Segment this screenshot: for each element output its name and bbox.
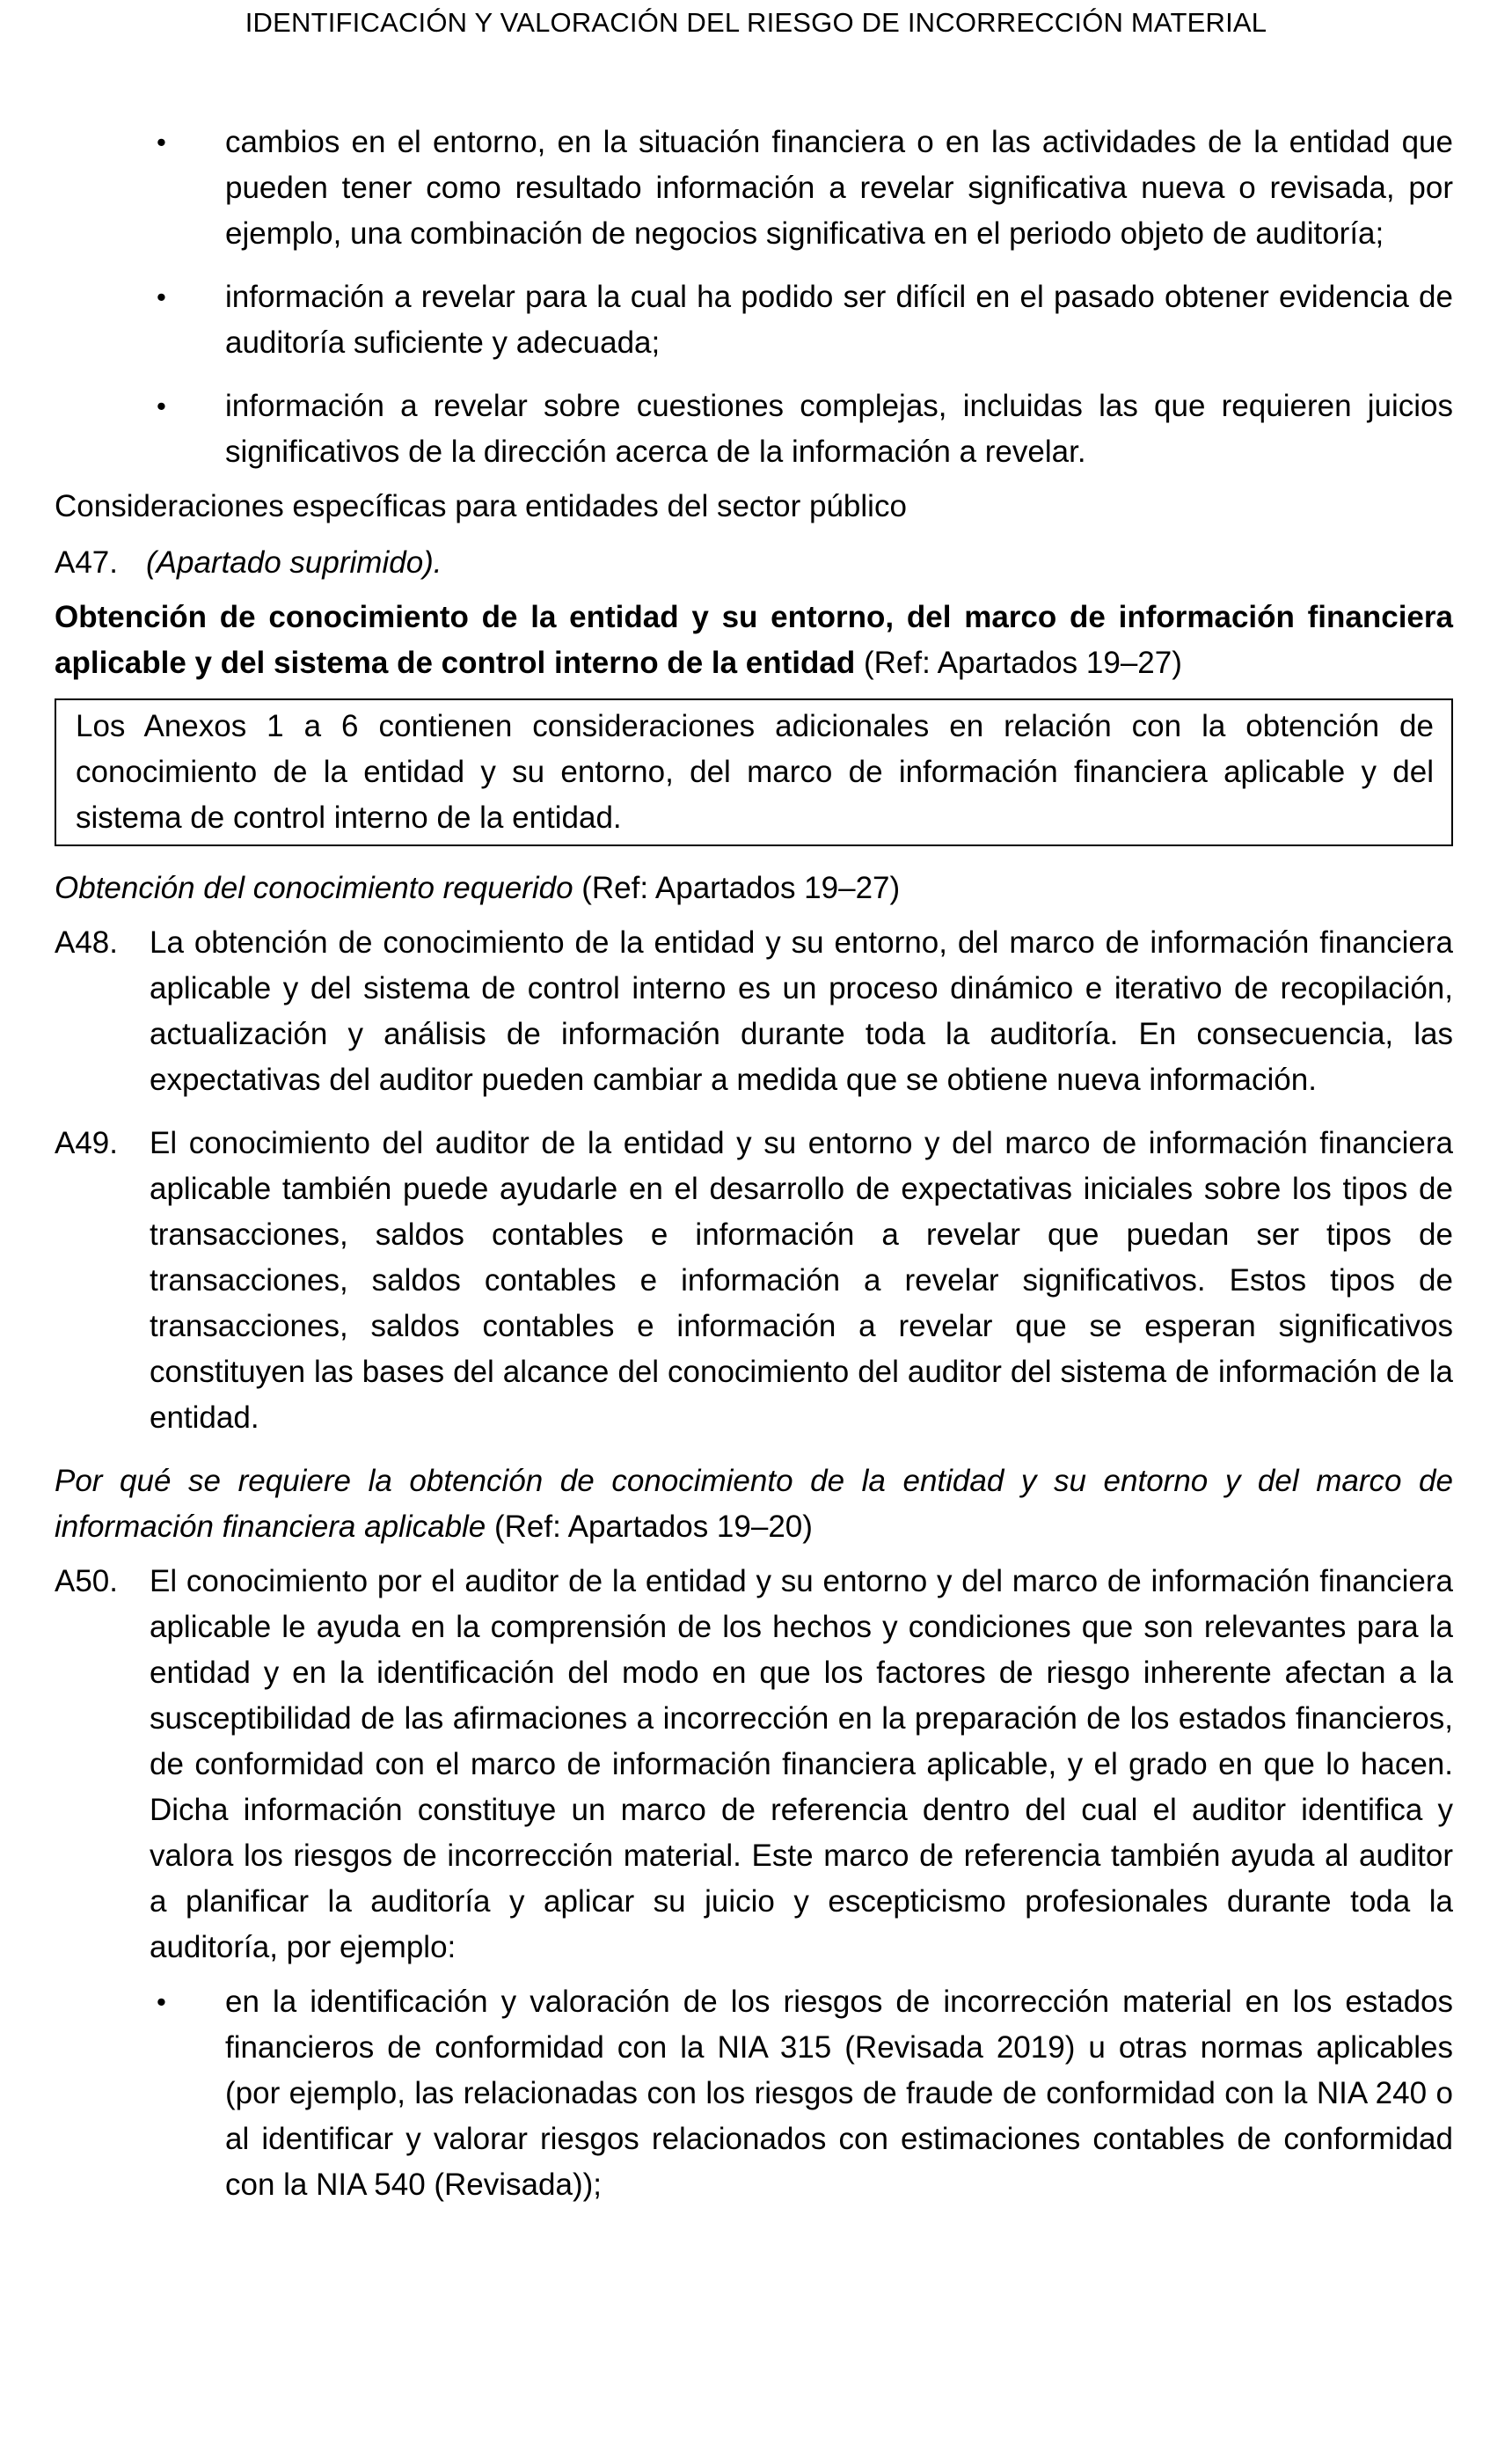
list-item — [157, 1979, 1453, 2208]
list-item-text: información a revelar para la cual ha podido ser difícil en el pasado obtener evidencia de auditoría suficiente y adecuada; — [225, 280, 1453, 360]
paragraph-text: El conocimiento por el auditor de la entidad y su entorno y del marco de información financiera aplicable le ayuda en la comprensión de los hechos y condiciones que son relevantes para la entidad y en la identificación del modo en que los factores de riesgo inherente afectan a la susceptibilidad de las afirmaciones a incorrección en la preparación de los estados financieros, de conformidad con el marco de información financiera aplicable, y el grado en que lo hacen. Dicha información constituye un marco de referencia dentro del cual el auditor identifica y valora los riesgos de incorrección material. Este marco de referencia también ayuda al auditor a planificar la auditoría y aplicar su juicio y escepticismo profesionales durante toda la auditoría, por ejemplo: — [150, 1564, 1453, 1964]
paragraph-number: A47. — [55, 545, 118, 580]
boxed-note: Los Anexos 1 a 6 contienen consideraciones adicionales en relación con la obtención de conocimiento de la entidad y su entorno, del marco de información financiera aplicable y del sistema de control interno de la entidad. — [55, 698, 1453, 846]
list-item-text: en la identificación y valoración de los riesgos de incorrección material en los estados financieros de conformidad con la NIA 315 (Revisada 2019) u otras normas aplicables (por ejemplo, las relacionadas con los riesgos de fraude de conformidad con la NIA 240 o al identificar y valorar riesgos relacionados con estimaciones contables de conformidad con la NIA 540 (Revisada)); — [225, 1985, 1453, 2202]
paragraph-text: El conocimiento del auditor de la entidad y su entorno y del marco de información financiera aplicable también puede ayudarle en el desarrollo de expectativas iniciales sobre los tipos de transacciones, saldos contables e información a revelar que puedan ser tipos de transacciones, saldos contables e información a revelar significativos. Estos tipos de transacciones, saldos contables e información a revelar que se esperan significativos constituyen las bases del alcance del conocimiento del auditor del sistema de información de la entidad. — [150, 1126, 1453, 1435]
paragraph-a48 — [55, 920, 1453, 1103]
paragraph-number: A50. — [55, 1564, 118, 1598]
paragraph-number: A48. — [55, 925, 118, 960]
paragraph-text: (Apartado suprimido). — [146, 545, 442, 580]
paragraph-text: La obtención de conocimiento de la entidad y su entorno, del marco de información financiera aplicable y del sistema de control interno es un proceso dinámico e iterativo de recopilación, actualización y análisis de información durante toda la auditoría. En consecuencia, las expectativas del auditor pueden cambiar a medida que se obtiene nueva información. — [150, 925, 1453, 1097]
subheading-ref: (Ref: Apartados 19–27) — [573, 871, 901, 905]
subheading-por-que — [55, 1459, 1453, 1550]
section-heading-title: Obtención de conocimiento de la entidad y su entorno, del marco de información financiera aplicable y del sistema de control interno de la entidad — [55, 600, 1453, 680]
list-item-text: información a revelar sobre cuestiones complejas, incluidas las que requieren juicios significativos de la dirección acerca de la información a revelar. — [225, 389, 1453, 469]
subheading-title: Obtención del conocimiento requerido — [55, 871, 573, 905]
list-item — [157, 274, 1453, 366]
subheading-ref: (Ref: Apartados 19–20) — [486, 1510, 813, 1544]
paragraph-a49 — [55, 1121, 1453, 1441]
paragraph-a50 — [55, 1559, 1453, 1970]
bullet-icon: • — [157, 1986, 166, 2017]
bullet-icon: • — [157, 391, 166, 421]
paragraph-number: A49. — [55, 1126, 118, 1160]
list-item-text: cambios en el entorno, en la situación financiera o en las actividades de la entidad que pueden tener como resultado información a revelar significativa nueva o revisada, por ejemplo, una combinación de negocios significativa en el periodo objeto de auditoría; — [225, 125, 1453, 251]
list-item — [157, 120, 1453, 257]
section-heading-ref: (Ref: Apartados 19–27) — [855, 646, 1182, 680]
document-body — [55, 120, 1453, 2208]
section-heading — [55, 595, 1453, 686]
public-sector-heading: Consideraciones específicas para entidades del sector público — [55, 489, 907, 523]
paragraph-a47 — [55, 540, 1453, 586]
list-item — [157, 384, 1453, 475]
bullet-icon: • — [157, 281, 166, 312]
bullet-icon: • — [157, 127, 166, 157]
page-header: IDENTIFICACIÓN Y VALORACIÓN DEL RIESGO DE INCORRECCIÓN MATERIAL — [245, 7, 1267, 38]
subheading-requerido — [55, 866, 1453, 911]
subheading-title: Por qué se requiere la obtención de conocimiento de la entidad y su entorno y del marco de información financiera aplicable — [55, 1464, 1453, 1544]
